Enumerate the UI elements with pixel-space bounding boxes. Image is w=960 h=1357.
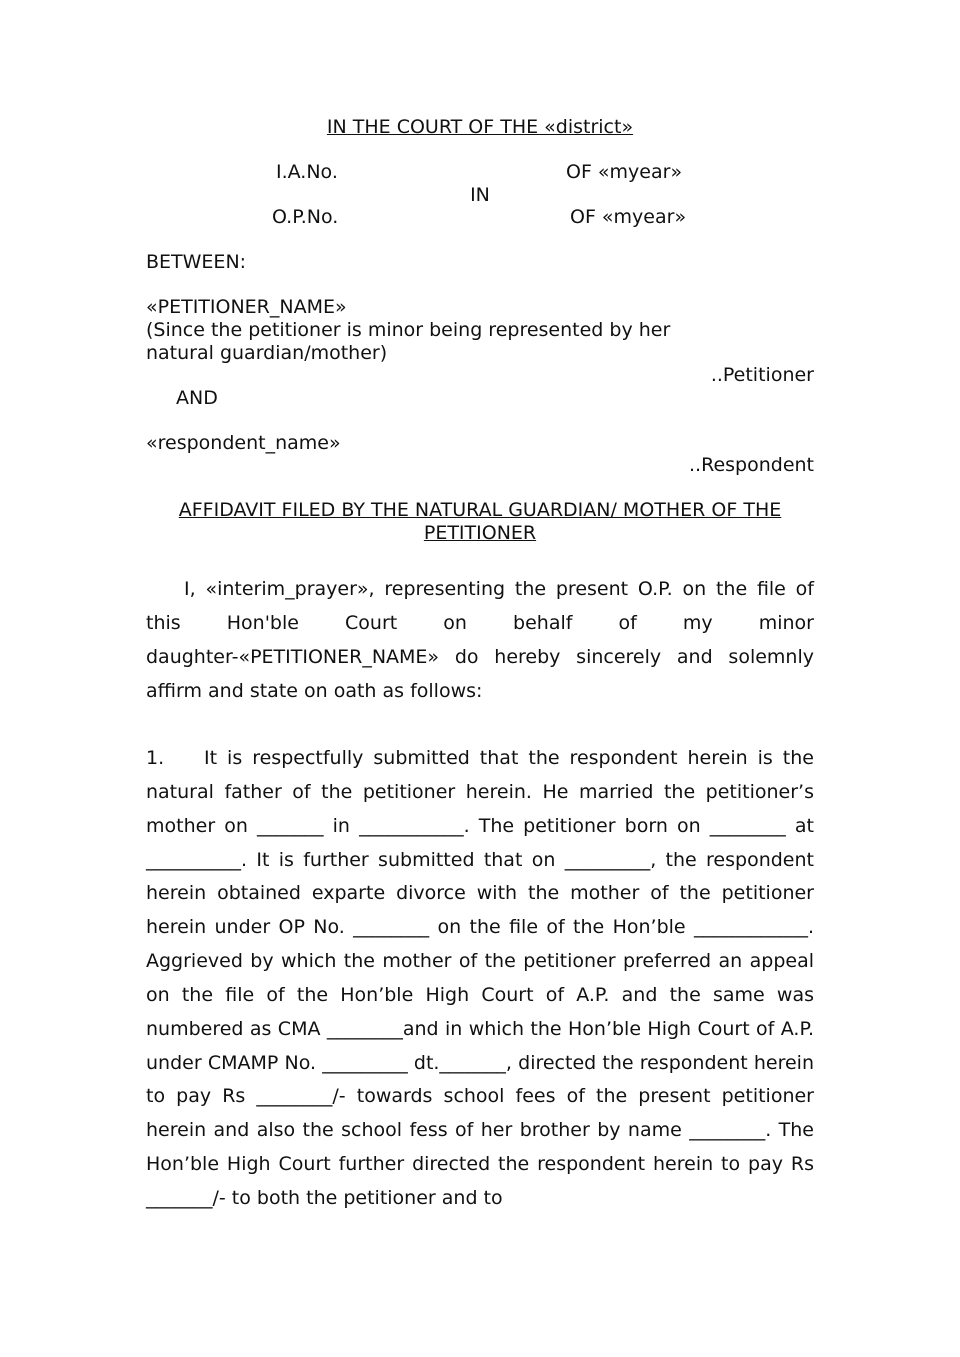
paragraph-1-text: It is respectfully submitted that the respondent herein is the natural father of the petitioner herein. He married the petitioner’s mother on _______ in ___________. The petitioner born on ________ at __________. It is further submitted that on _________, the respondent herein obtained exparte divorce with the mother of the petitioner herein under OP No. ________ on the file of the Hon’ble ____________. Aggrieved by which the mother of the petitioner preferred an appeal on the file of the Hon’ble High Court of A.P. and the same was numbered as CMA ________and in which the Hon’ble High Court of A.P. under CMAMP No. _________ dt._______, directed the respondent herein to pay Rs ________/- towards school fees of the present petitioner herein and also the school fess of her brother by name ________. The Hon’ble High Court further directed the respondent herein to pay Rs _______/- to both the petitioner and to bbox=[146, 747, 814, 1209]
in-label: IN bbox=[470, 184, 490, 206]
ia-year: OF «myear» bbox=[566, 161, 683, 183]
ia-number-label: I.A.No. bbox=[276, 161, 338, 183]
document-page bbox=[146, 0, 814, 1357]
affidavit-title-line1: AFFIDAVIT FILED BY THE NATURAL GUARDIAN/ MOTHER OF THE bbox=[178, 499, 782, 521]
affidavit-title-line2: PETITIONER bbox=[423, 522, 537, 544]
between-label: BETWEEN: bbox=[146, 251, 247, 273]
intro-paragraph bbox=[146, 573, 814, 708]
petitioner-note-line2: natural guardian/mother) bbox=[146, 342, 388, 364]
respondent-role: ..Respondent bbox=[689, 454, 814, 476]
petitioner-note-line1: (Since the petitioner is minor being represented by her bbox=[146, 319, 671, 341]
paragraph-1 bbox=[146, 742, 814, 1216]
intro-paragraph-text: I, «interim_prayer», representing the present O.P. on the file of this Hon'ble Court on behalf of my minor daughter-«PETITIONER_NAME» do hereby sincerely and solemnly affirm and state on oath as follows: bbox=[146, 578, 814, 702]
court-title: IN THE COURT OF THE «district» bbox=[326, 116, 634, 138]
and-label: AND bbox=[176, 387, 218, 409]
petitioner-role: ..Petitioner bbox=[710, 364, 814, 386]
petitioner-name: «PETITIONER_NAME» bbox=[146, 296, 347, 318]
op-number-label: O.P.No. bbox=[272, 206, 339, 228]
respondent-name: «respondent_name» bbox=[146, 432, 341, 454]
paragraph-1-number: 1. bbox=[146, 747, 165, 769]
op-year: OF «myear» bbox=[570, 206, 687, 228]
